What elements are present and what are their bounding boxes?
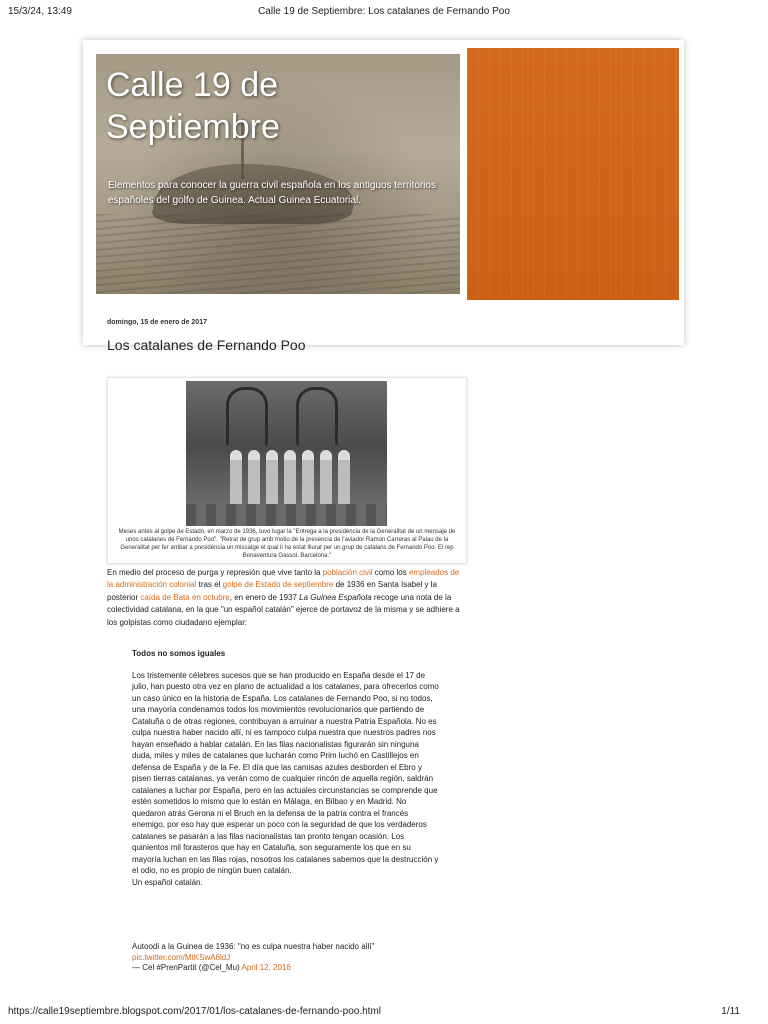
image-caption: Meses antes al golpe de Estado, en marzo de 1936, tuvo lugar la "Entrega a la presidència de la Generalitat de un mensaje de unos catalanes de Fernando Poo". "Retrat de grup amb motiu de la presencia de l'aviador Ramon Carreras al Palau de la Generalitat per fer arribar a presidència un missatge el qual li ha estat lliurat per un grup de catalans de Fernando Poo. El rep Bonaventura Gassol. Barcelona." (118, 529, 456, 559)
link-poblacion-civil[interactable]: población civil (322, 568, 373, 577)
post-date: domingo, 15 de enero de 2017 (107, 319, 207, 326)
print-datetime: 15/3/24, 13:49 (8, 6, 72, 17)
intro-text: tras el (196, 580, 223, 590)
sea-waves (96, 214, 460, 294)
header-accent-panel (467, 48, 679, 300)
print-page-number: 1/11 (721, 1006, 740, 1017)
blog-description: Elementos para conocer la guerra civil española en los antiguos territorios españoles del golfo de Guinea. Actual Guinea Ecuatorial. (108, 180, 436, 206)
tweet-text: Autoodi a la Guinea de 1936: "no es culpa nuestra haber nacido allí" (132, 942, 375, 951)
intro-text: como los (372, 568, 409, 577)
blog-header-image (96, 54, 460, 294)
intro-text: En medio del proceso de purga y represión que vive tanto la (107, 568, 323, 577)
tweet-author: — Cel #PrenPartit (@Cel_Mu) (132, 963, 242, 972)
intro-text: de 1936 en Santa Isabel y la posterior (107, 580, 438, 602)
post-intro (107, 567, 465, 629)
post-figure (107, 377, 467, 564)
print-footer (0, 1002, 768, 1024)
print-page-title: Calle 19 de Septiembre: Los catalanes de Fernando Poo (258, 6, 510, 17)
blog-title[interactable]: Calle 19 de Septiembre (106, 66, 280, 146)
print-header (0, 0, 768, 22)
link-golpe-estado[interactable]: golpe de Estado de septiembre (222, 580, 334, 590)
group-photo[interactable] (186, 381, 387, 526)
photo-person (302, 450, 314, 508)
quoted-note (132, 648, 440, 888)
photo-person (338, 450, 350, 508)
newspaper-name: La Guinea Española (299, 592, 372, 602)
print-url: https://calle19septiembre.blogspot.com/2017/01/los-catalanes-de-fernando-poo.html (8, 1006, 381, 1017)
quote-signature: Un español catalán. (132, 877, 203, 887)
photo-floor (186, 504, 387, 526)
post-title[interactable]: Los catalanes de Fernando Poo (107, 337, 306, 353)
quote-heading: Todos no somos iguales (132, 649, 226, 658)
photo-arch-right (296, 387, 338, 445)
intro-text: recoge una nota de la colectividad catalana, en la que "un español catalán" ejerce de portavoz de la misma y se adhiere a los golpistas como ciudadano ejemplar: (107, 592, 460, 627)
photo-person (266, 450, 278, 508)
link-caida-bata[interactable]: caída de Bata en octubre (140, 592, 230, 602)
photo-person (320, 450, 332, 508)
link-empleados-administracion[interactable]: empleados de la administración colonial (107, 568, 460, 590)
tweet-date-link[interactable]: April 12, 2016 (241, 963, 291, 972)
photo-person (230, 450, 242, 508)
intro-text: , en enero de 1937 (229, 592, 300, 602)
tweet-pic-link[interactable]: pic.twitter.com/MtKSwA6ldJ (132, 952, 231, 962)
photo-person (284, 450, 296, 508)
photo-arch-left (226, 387, 268, 445)
quote-body: Los tristemente célebres sucesos que se han producido en España desde el 17 de julio, han puesto otra vez en plano de actualidad a los catalanes, para ofrecerlos como un caso único en la historia de España. Los catalanes de Fernando Poo, si no todos, una mayoría condenamos todos los movimientos revolucionarios que partiendo de Cataluña o de otras regiones, contribuyan a arruinar a nuestra Patria Española. No es culpa nuestra haber nacido allí, ni es tampoco culpa nuestra que nuestros padres nos hayan enseñado a hablar catalán. En las filas nacionalistas figurarán sin ninguna duda, miles y miles de catalanes que lucharán como Prim luchó en Castillejos en defensa de España y de la Fe. El día que las camisas azules desborden el Ebro y pisen tierras catalanas, ya verán como de cualquier rincón de aquella región, saldrán catalanes a luchar por España, pero en las actuales circunstancias se comprende que estén sometidos lo mismo que lo están en Málaga, en Bilbao y en Madrid. No quedaron atrás Gerona ni el Bruch en la defensa de la patria contra el francés enemigo, por eso hay que esperar un poco con la seguridad de que los verdaderos catalanes se pasarán a las filas nacionalistas tan pronto tengan ocasión. Los quinientos mil forasteros que hay en Cataluña, son seguramente los que en su mayoría luchan en las filas rojas, nosotros los catalanes sabemos que la destrucción y el odio, no es propio de ningún buen catalán. (132, 670, 439, 875)
photo-person (248, 450, 260, 508)
embedded-tweet (132, 942, 432, 974)
